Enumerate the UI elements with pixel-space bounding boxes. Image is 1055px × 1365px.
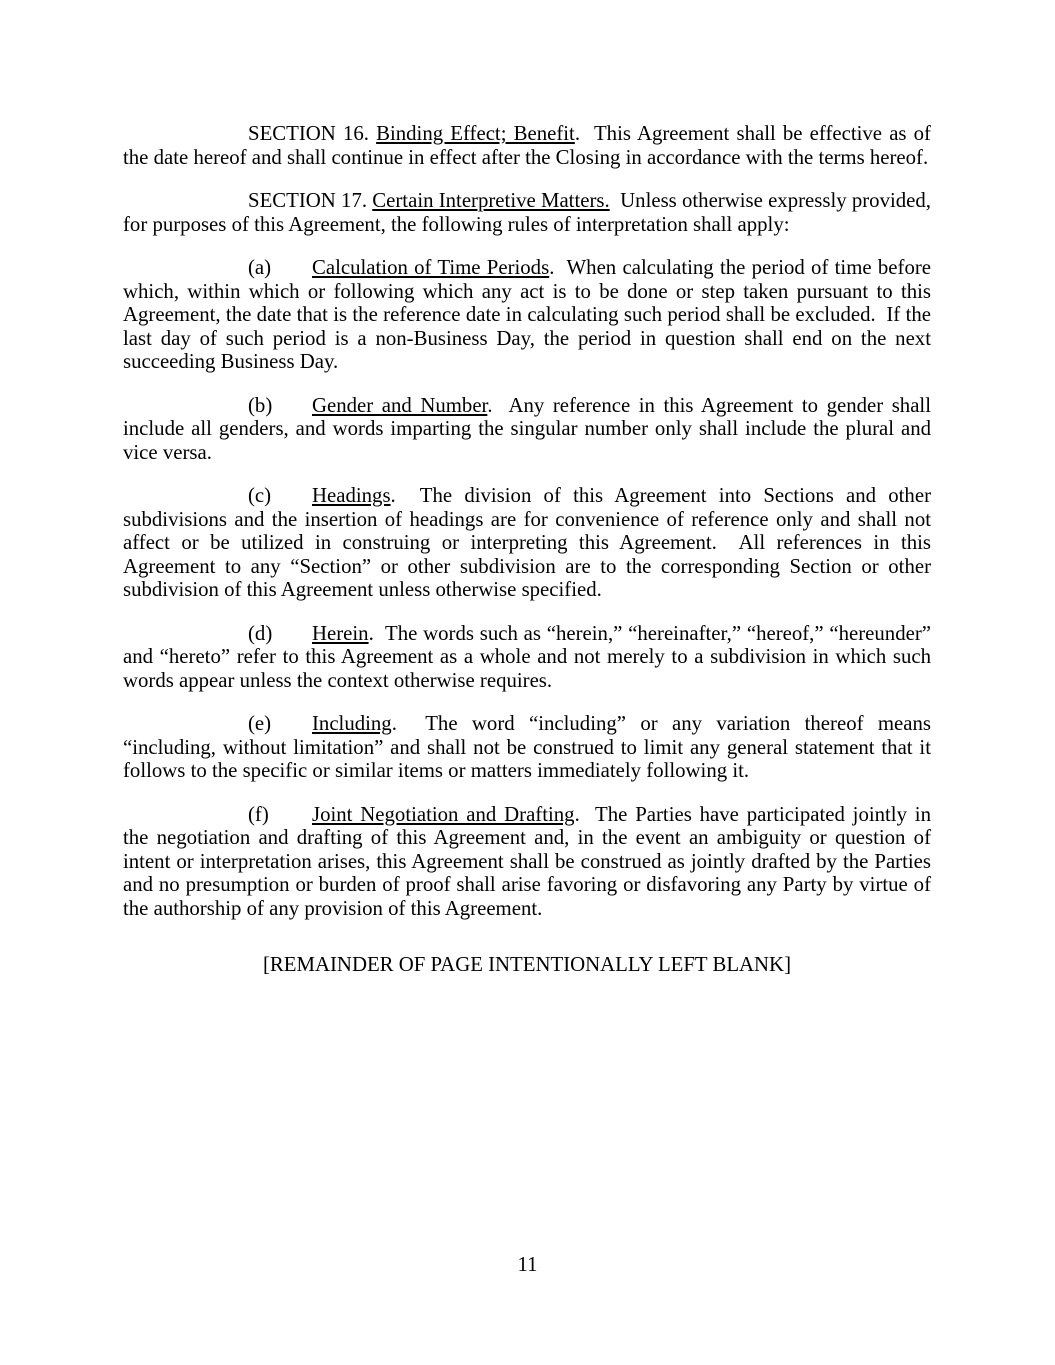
clause-b-label: (b): [248, 393, 273, 417]
clause-a-paragraph: [123, 256, 931, 374]
clause-d-label: (d): [248, 621, 273, 645]
section-16-number: SECTION 16.: [248, 122, 377, 145]
clause-b-body: . Any reference in this Agreement to gender shall include all genders, and words imparting the singular number only shall include the plural and vice versa.: [123, 393, 931, 464]
remainder-notice: [REMAINDER OF PAGE INTENTIONALLY LEFT BLANK]: [262, 953, 791, 976]
section-17-body: Unless otherwise expressly provided, for purposes of this Agreement, the following rules of interpretation shall apply:: [123, 189, 931, 236]
clause-e-paragraph: [123, 712, 931, 783]
clause-b-paragraph: [123, 394, 931, 465]
section-16-paragraph: [123, 122, 931, 169]
section-17-number: SECTION 17.: [248, 189, 368, 212]
clause-f-paragraph: [123, 803, 931, 921]
clause-a-body: . When calculating the period of time before which, within which or following which any act is to be done or step taken pursuant to this Agreement, the date that is the reference date in calculating such period shall be excluded. If the last day of such period is a non-Business Day, the period in question shall end on the next succeeding Business Day.: [123, 256, 931, 373]
clause-c-paragraph: [123, 484, 931, 602]
clause-d-body: . The words such as “herein,” “hereinafter,” “hereof,” “hereunder” and “hereto” refer to this Agreement as a whole and not merely to a subdivision in which such words appear unless the context otherwise requires.: [123, 621, 931, 692]
clause-c-heading: Headings: [312, 484, 391, 507]
clause-d-heading: Herein: [312, 621, 369, 645]
clause-e-label: (e): [248, 712, 272, 735]
section-16-body: . This Agreement shall be effective as of the date hereof and shall continue in effect after the Closing in accordance with the terms hereof.: [123, 122, 931, 169]
clause-e-heading: Including: [312, 712, 392, 735]
section-16-heading: Binding Effect; Benefit: [376, 122, 575, 145]
page-number: 11: [517, 1253, 538, 1276]
clause-c-label: (c): [248, 484, 272, 507]
clause-b-heading: Gender and Number: [312, 393, 488, 417]
clause-c-body: . The division of this Agreement into Sections and other subdivisions and the insertion of headings are for convenience of reference only and shall not affect or be utilized in construing or interpreting this Agreement. All references in this Agreement to any “Section” or other subdivision are to the corresponding Section or other subdivision of this Agreement unless otherwise specified.: [123, 484, 931, 601]
clause-d-paragraph: [123, 622, 931, 693]
section-17-paragraph: [123, 189, 931, 236]
clause-f-heading: Joint Negotiation and Drafting: [312, 802, 575, 826]
clause-a-label: (a): [248, 256, 272, 279]
clause-f-body: . The Parties have participated jointly in the negotiation and drafting of this Agreement and, in the event an ambiguity or question of intent or interpretation arises, this Agreement shall be construed as jointly drafted by the Parties and no presumption or burden of proof shall arise favoring or disfavoring any Party by virtue of the authorship of any provision of this Agreement.: [123, 802, 931, 920]
clause-f-label: (f): [248, 802, 269, 826]
clause-e-body: . The word “including” or any variation thereof means “including, without limitation” and shall not be construed to limit any general statement that it follows to the specific or similar items or matters immediately following it.: [123, 712, 931, 782]
clause-a-heading: Calculation of Time Periods: [312, 256, 550, 279]
section-17-heading: Certain Interpretive Matters.: [372, 189, 610, 212]
